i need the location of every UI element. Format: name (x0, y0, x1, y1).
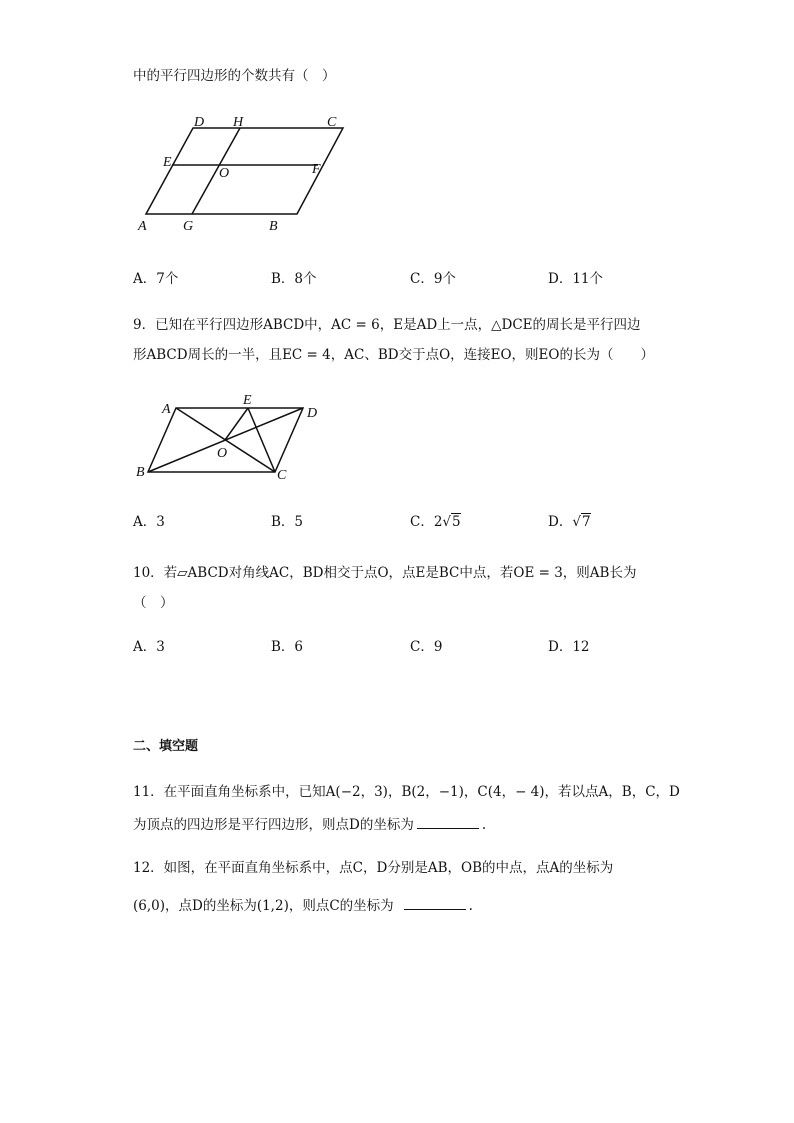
q11-line-1: 11．在平面直角坐标系中，已知A(−2，3)，B(2，−1)，C(4，− 4)，若以点A，B，C，D (133, 784, 680, 800)
q8-label-e: E (163, 155, 172, 170)
q9-option-d-radicand: 7 (581, 514, 591, 530)
q11-answer-blank[interactable] (417, 814, 479, 829)
q9-option-d-prefix: D． (548, 514, 573, 530)
q9-option-c-prefix: C．2 (410, 514, 443, 530)
q9-label-e: E (243, 393, 252, 408)
q9-option-c-radicand: 5 (452, 514, 461, 530)
q10-line-2: （ ） (133, 595, 174, 611)
q8-label-g: G (183, 219, 194, 234)
q8-label-c: C (327, 115, 337, 130)
q8-label-f: F (312, 162, 321, 177)
q8-option-a: A．7个 (133, 271, 179, 287)
q9-line-1: 9．已知在平行四边形ABCD中，AC = 6，E是AD上一点，△DCE的周长是平行四边 (133, 317, 641, 333)
q8-label-b: B (269, 219, 278, 234)
q8-label-o: O (219, 166, 230, 181)
q8-label-h: H (233, 115, 244, 130)
q10-option-b: B．6 (271, 639, 304, 655)
q9-label-a: A (162, 402, 171, 417)
q8-option-b: B．8个 (271, 271, 317, 287)
q10-option-a: A．3 (133, 639, 165, 655)
q8-figure (130, 115, 360, 240)
q10-option-d: D．12 (548, 639, 590, 655)
q10-line-1: 10．若▱ABCD对角线AC，BD相交于点O，点E是BC中点，若OE = 3，则AB长为 (133, 565, 637, 581)
q9-option-a: A．3 (133, 514, 165, 530)
q10-option-c: C．9 (410, 639, 443, 655)
q9-option-c: C．2√5 (410, 514, 461, 530)
q8-stem-tail: 中的平行四边形的个数共有（ ） (133, 68, 336, 84)
q9-option-b: B．5 (271, 514, 304, 530)
q9-label-c: C (277, 468, 287, 483)
q9-option-d: D．√7 (548, 514, 591, 530)
q9-label-b: B (136, 465, 145, 480)
q12-period: . (468, 898, 473, 914)
q8-option-d: D．11个 (548, 271, 604, 287)
q8-label-d: D (194, 115, 205, 130)
q9-label-d: D (307, 406, 318, 421)
q12-line-2 (133, 895, 473, 916)
q12-text: (6,0)，点D的坐标为(1,2)，则点C的坐标为 (133, 898, 394, 914)
q11-text: 为顶点的四边形是平行四边形，则点D的坐标为 (133, 817, 414, 833)
q8-segment-hg (192, 128, 240, 214)
q9-line-2: 形ABCD周长的一半，且EC = 4，AC、BD交于点O，连接EO，则EO的长为（ ） (133, 347, 654, 363)
q8-option-c: C．9个 (410, 271, 456, 287)
q9-figure (130, 390, 330, 485)
q11-period: . (481, 817, 487, 833)
q12-line-1: 12．如图，在平面直角坐标系中，点C，D分别是AB，OB的中点，点A的坐标为 (133, 860, 614, 876)
q11-line-2 (133, 814, 486, 835)
section-title-fill-in: 二、填空题 (133, 739, 199, 754)
q9-label-o: O (217, 446, 228, 461)
q8-label-a: A (138, 219, 147, 234)
q12-answer-blank[interactable] (404, 895, 466, 910)
